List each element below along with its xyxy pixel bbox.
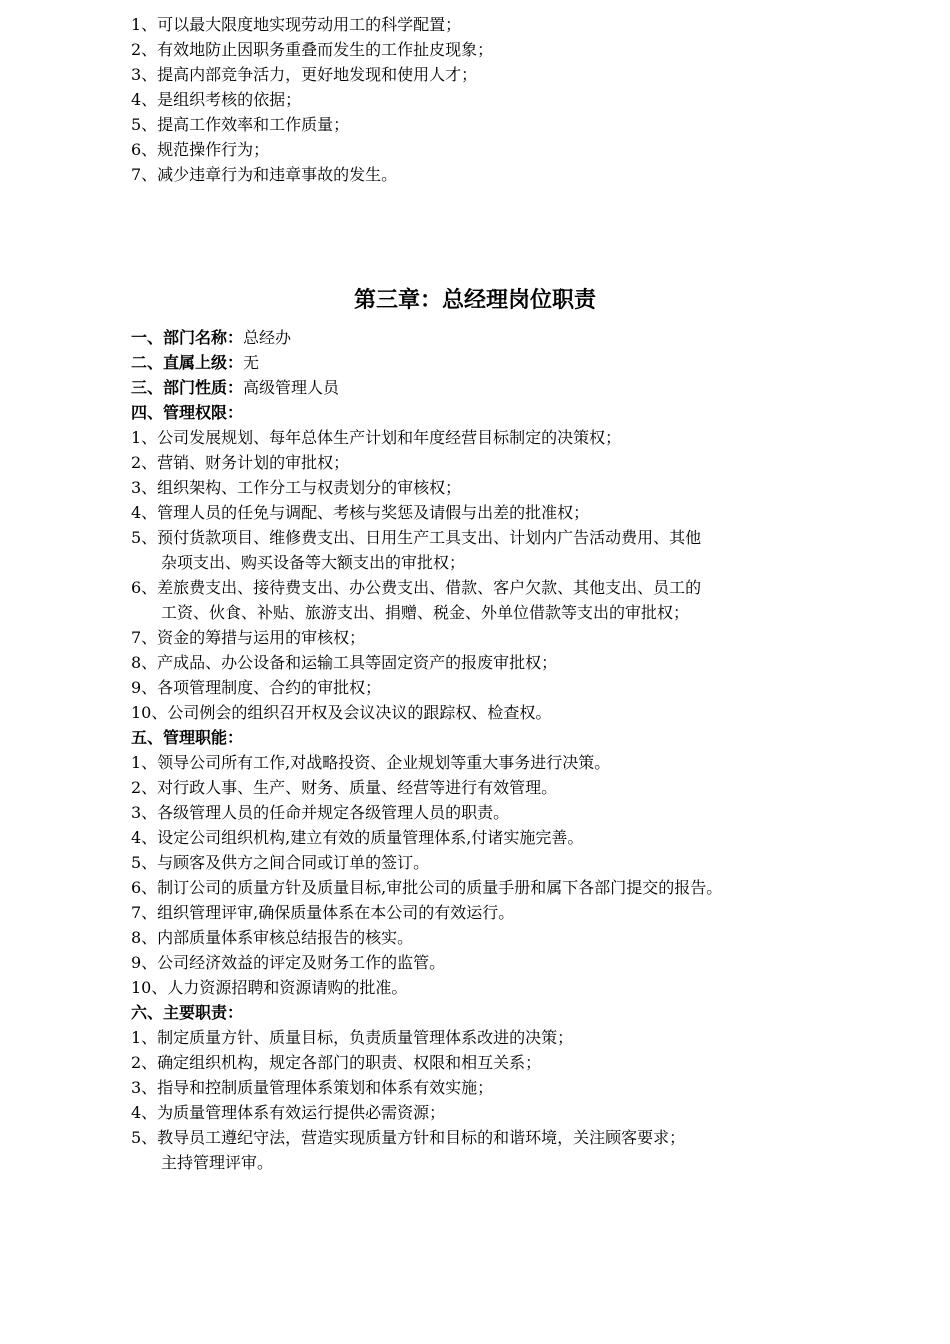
section-heading: 五、管理职能： — [131, 728, 244, 747]
list-item: 3、各级管理人员的任命并规定各级管理人员的职责。 — [131, 803, 510, 822]
section-management-authority — [131, 400, 941, 725]
field-label: 一、部门名称： — [131, 328, 244, 347]
list-item: 6、制订公司的质量方针及质量目标,审批公司的质量手册和属下各部门提交的报告。 — [131, 878, 723, 897]
list-item: 10、人力资源招聘和资源请购的批准。 — [131, 978, 408, 997]
list-item: 5、预付货款项目、维修费支出、日用生产工具支出、计划内广告活动费用、其他 — [131, 528, 702, 547]
page-gap — [131, 187, 941, 279]
list-item: 3、提高内部竞争活力，更好地发现和使用人才； — [131, 65, 478, 84]
list-item: 5、与顾客及供方之间合同或订单的签订。 — [131, 853, 430, 872]
list-item: 3、指导和控制质量管理体系策划和体系有效实施； — [131, 1078, 494, 1097]
list-item: 8、产成品、办公设备和运输工具等固定资产的报废审批权； — [131, 653, 558, 672]
intro-list — [131, 12, 941, 187]
section-heading: 四、管理权限： — [131, 403, 244, 422]
field-value: 高级管理人员 — [243, 378, 340, 397]
document-body — [131, 12, 941, 1175]
list-item: 3、组织架构、工作分工与权责划分的审核权； — [131, 478, 462, 497]
list-item: 2、确定组织机构，规定各部门的职责、权限和相互关系； — [131, 1053, 542, 1072]
field-label: 二、直属上级： — [131, 353, 244, 372]
field-row — [131, 325, 941, 350]
list-item: 4、为质量管理体系有效运行提供必需资源； — [131, 1103, 446, 1122]
list-item: 8、内部质量体系审核总结报告的核实。 — [131, 928, 414, 947]
list-item-continuation: 工资、伙食、补贴、旅游支出、捐赠、税金、外单位借款等支出的审批权； — [161, 603, 690, 622]
field-value: 总经办 — [243, 328, 292, 347]
field-value: 无 — [243, 353, 260, 372]
list-item: 5、教导员工遵纪守法，营造实现质量方针和目标的和谐环境，关注顾客要求； — [131, 1128, 686, 1147]
list-item: 4、管理人员的任免与调配、考核与奖惩及请假与出差的批准权； — [131, 503, 590, 522]
list-item: 1、制定质量方针、质量目标，负责质量管理体系改进的决策； — [131, 1028, 574, 1047]
list-item: 1、公司发展规划、每年总体生产计划和年度经营目标制定的决策权； — [131, 428, 622, 447]
list-item: 2、营销、财务计划的审批权； — [131, 453, 350, 472]
department-fields — [131, 325, 941, 400]
section-heading: 六、主要职责： — [131, 1003, 244, 1022]
list-item: 7、资金的筹措与运用的审核权； — [131, 628, 366, 647]
list-item: 2、对行政人事、生产、财务、质量、经营等进行有效管理。 — [131, 778, 558, 797]
section-main-duties — [131, 1000, 941, 1175]
list-item: 5、提高工作效率和工作质量； — [131, 115, 350, 134]
list-item: 4、设定公司组织机构,建立有效的质量管理体系,付诸实施完善。 — [131, 828, 584, 847]
list-item: 9、各项管理制度、合约的审批权； — [131, 678, 382, 697]
section-management-functions — [131, 725, 941, 1000]
field-row — [131, 350, 941, 375]
list-item: 4、是组织考核的依据； — [131, 90, 302, 109]
list-item: 6、差旅费支出、接待费支出、办公费支出、借款、客户欠款、其他支出、员工的 — [131, 578, 702, 597]
chapter-title: 第三章：总经理岗位职责 — [353, 288, 596, 313]
list-item: 1、可以最大限度地实现劳动用工的科学配置； — [131, 15, 462, 34]
list-item: 9、公司经济效益的评定及财务工作的监管。 — [131, 953, 446, 972]
list-item-continuation: 杂项支出、购买设备等大额支出的审批权； — [161, 553, 466, 572]
list-item-continuation: 主持管理评审。 — [161, 1153, 274, 1172]
list-item: 10、公司例会的组织召开权及会议决议的跟踪权、检查权。 — [131, 703, 552, 722]
list-item: 7、减少违章行为和违章事故的发生。 — [131, 165, 398, 184]
field-row — [131, 375, 941, 400]
list-item: 7、组织管理评审,确保质量体系在本公司的有效运行。 — [131, 903, 515, 922]
field-label: 三、部门性质： — [131, 378, 244, 397]
list-item: 1、领导公司所有工作,对战略投资、企业规划等重大事务进行决策。 — [131, 753, 611, 772]
list-item: 6、规范操作行为； — [131, 140, 270, 159]
list-item: 2、有效地防止因职务重叠而发生的工作扯皮现象； — [131, 40, 494, 59]
